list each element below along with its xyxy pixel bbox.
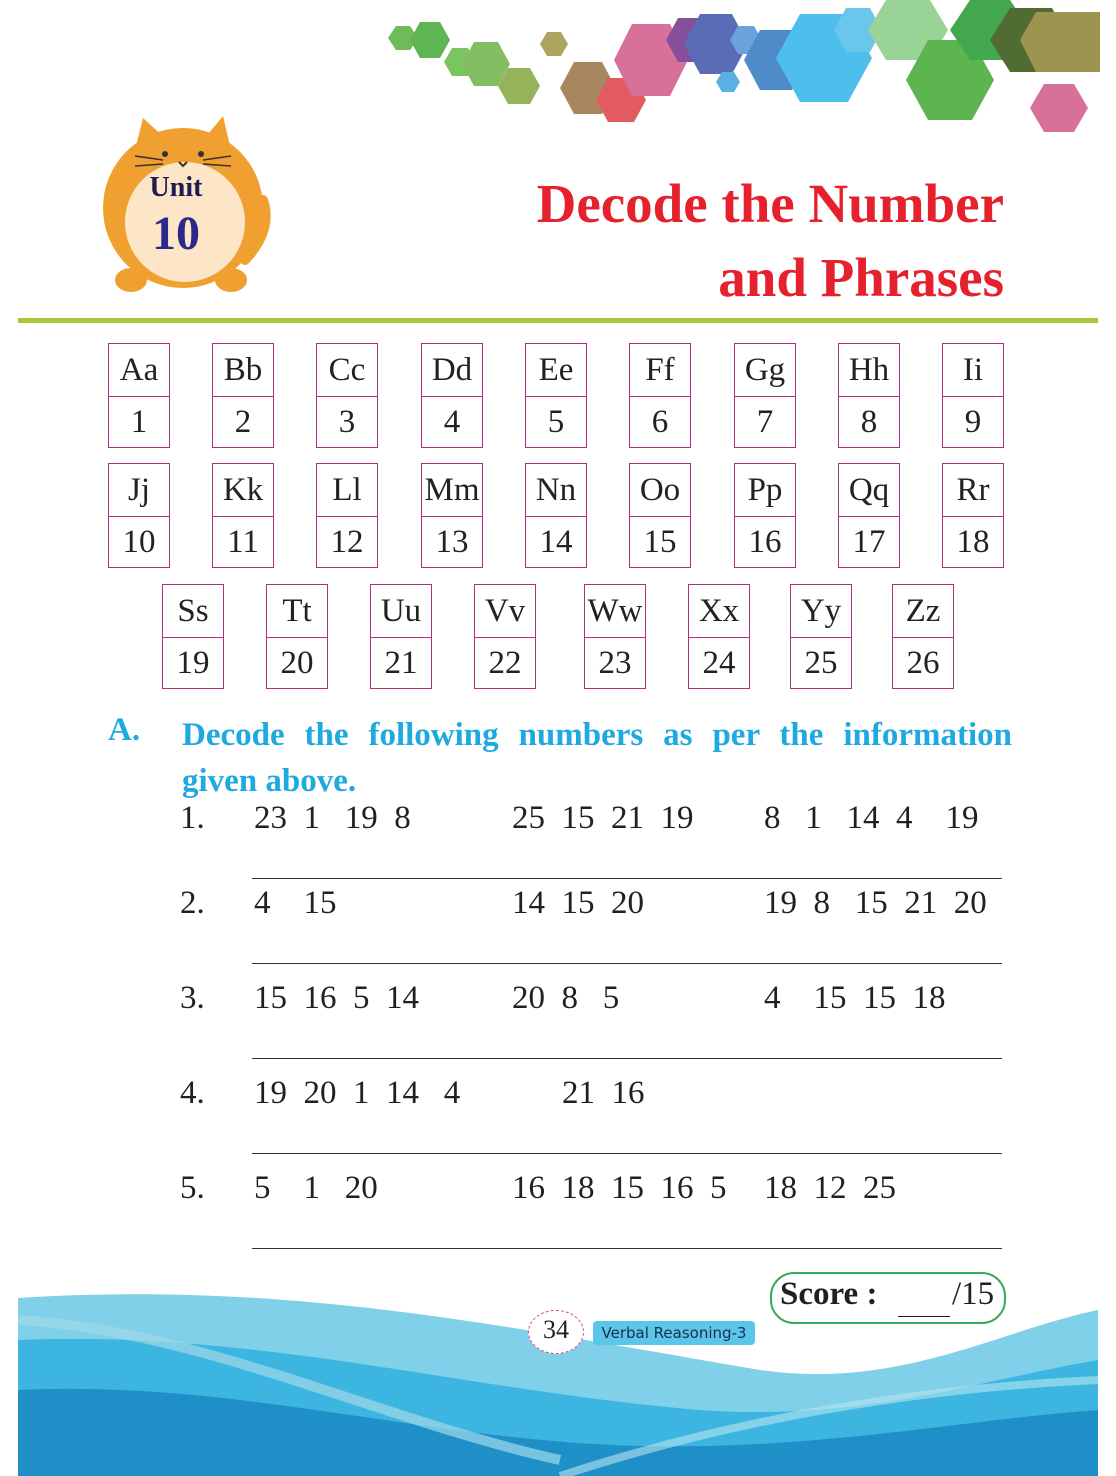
alphabet-code: 17: [852, 524, 886, 560]
alphabet-letter: Rr: [943, 464, 1003, 517]
alphabet-cell: [316, 343, 378, 448]
book-title: Verbal Reasoning-3: [593, 1321, 755, 1345]
alphabet-letter: Uu: [371, 585, 431, 638]
alphabet-cell: [838, 343, 900, 448]
alphabet-code: 3: [338, 404, 356, 440]
alphabet-code: 11: [227, 524, 259, 560]
alphabet-cell: [525, 463, 587, 568]
alphabet-code: 6: [651, 404, 669, 440]
page-title-line1: Decode the Number: [536, 173, 1004, 234]
code-group: 15 16 5 14: [254, 980, 419, 1016]
alphabet-code: 22: [488, 645, 522, 681]
code-group: 4 15 15 18: [764, 980, 946, 1016]
alphabet-cell: [942, 463, 1004, 568]
answer-line[interactable]: [252, 1248, 1002, 1249]
alphabet-letter: Jj: [109, 464, 169, 517]
alphabet-cell: [370, 584, 432, 689]
alphabet-cell: [316, 463, 378, 568]
alphabet-cell: [688, 584, 750, 689]
page-title-line2: and Phrases: [718, 247, 1004, 308]
alphabet-code: 7: [756, 404, 774, 440]
alphabet-cell: [584, 584, 646, 689]
alphabet-cell: [266, 584, 328, 689]
code-group: 25 15 21 19: [512, 800, 694, 836]
alphabet-code: 15: [643, 524, 677, 560]
alphabet-cell: [421, 463, 483, 568]
alphabet-code: 9: [964, 404, 982, 440]
alphabet-letter: Xx: [689, 585, 749, 638]
alphabet-code: 1: [130, 404, 148, 440]
alphabet-cell: [525, 343, 587, 448]
section-letter: A.: [108, 712, 141, 748]
alphabet-letter: Pp: [735, 464, 795, 517]
code-group: 18 12 25: [764, 1170, 896, 1206]
question-number: 4.: [180, 1075, 205, 1111]
alphabet-letter: Ss: [163, 585, 223, 638]
alphabet-cell: [734, 463, 796, 568]
unit-number: 10: [152, 207, 200, 260]
alphabet-letter: Hh: [839, 344, 899, 397]
alphabet-cell: [421, 343, 483, 448]
alphabet-code: 24: [702, 645, 736, 681]
alphabet-letter: Vv: [475, 585, 535, 638]
code-group: 23 1 19 8: [254, 800, 411, 836]
alphabet-cell: [474, 584, 536, 689]
alphabet-cell: [734, 343, 796, 448]
alphabet-cell: [108, 463, 170, 568]
score-total: /15: [952, 1276, 995, 1312]
alphabet-letter: Zz: [893, 585, 953, 638]
code-group: 14 15 20: [512, 885, 644, 921]
alphabet-letter: Yy: [791, 585, 851, 638]
score-blank[interactable]: [898, 1316, 950, 1317]
alphabet-letter: Cc: [317, 344, 377, 397]
code-group: 19 20 1 14 4: [254, 1075, 461, 1111]
alphabet-cell: [212, 463, 274, 568]
alphabet-code: 2: [234, 404, 252, 440]
answer-line[interactable]: [252, 1058, 1002, 1059]
alphabet-letter: Qq: [839, 464, 899, 517]
alphabet-code: 5: [547, 404, 565, 440]
alphabet-letter: Oo: [630, 464, 690, 517]
code-group: 20 8 5: [512, 980, 620, 1016]
code-group: 19 8 15 21 20: [764, 885, 987, 921]
alphabet-cell: [162, 584, 224, 689]
alphabet-letter: Ff: [630, 344, 690, 397]
alphabet-letter: Gg: [735, 344, 795, 397]
alphabet-letter: Ww: [585, 585, 645, 638]
alphabet-letter: Bb: [213, 344, 273, 397]
alphabet-code: 25: [804, 645, 838, 681]
alphabet-letter: Ee: [526, 344, 586, 397]
alphabet-code: 20: [280, 645, 314, 681]
alphabet-cell: [212, 343, 274, 448]
alphabet-code: 21: [384, 645, 418, 681]
unit-label: Unit: [149, 172, 203, 203]
alphabet-cell: [790, 584, 852, 689]
score-label: Score :: [780, 1276, 878, 1312]
alphabet-letter: Dd: [422, 344, 482, 397]
alphabet-code: 12: [330, 524, 364, 560]
answer-line[interactable]: [252, 1153, 1002, 1154]
alphabet-cell: [838, 463, 900, 568]
alphabet-letter: Mm: [422, 464, 482, 517]
page-number: 34: [543, 1315, 569, 1344]
code-group: 5 1 20: [254, 1170, 378, 1206]
alphabet-code: 4: [443, 404, 461, 440]
alphabet-letter: Tt: [267, 585, 327, 638]
code-group: 16 18 15 16 5: [512, 1170, 727, 1206]
alphabet-cell: [629, 343, 691, 448]
alphabet-letter: Nn: [526, 464, 586, 517]
alphabet-letter: Aa: [109, 344, 169, 397]
alphabet-code: 19: [176, 645, 210, 681]
alphabet-letter: Kk: [213, 464, 273, 517]
alphabet-code: 10: [122, 524, 156, 560]
question-number: 3.: [180, 980, 205, 1016]
alphabet-cell: [892, 584, 954, 689]
alphabet-cell: [629, 463, 691, 568]
header-divider: [18, 318, 1098, 323]
alphabet-code: 23: [598, 645, 632, 681]
alphabet-cell: [108, 343, 170, 448]
alphabet-code: 18: [956, 524, 990, 560]
question-number: 2.: [180, 885, 205, 921]
code-group: 21 16: [562, 1075, 645, 1111]
alphabet-code: 16: [748, 524, 782, 560]
alphabet-cell: [942, 343, 1004, 448]
alphabet-code: 8: [860, 404, 878, 440]
answer-line[interactable]: [252, 963, 1002, 964]
question-number: 1.: [180, 800, 205, 836]
question-number: 5.: [180, 1170, 205, 1206]
code-group: 8 1 14 4 19: [764, 800, 979, 836]
section-instruction: Decode the following numbers as per the information given above.: [182, 717, 1012, 799]
answer-line[interactable]: [252, 878, 1002, 879]
alphabet-letter: Ii: [943, 344, 1003, 397]
alphabet-code: 26: [906, 645, 940, 681]
alphabet-code: 14: [539, 524, 573, 560]
alphabet-letter: Ll: [317, 464, 377, 517]
code-group: 4 15: [254, 885, 337, 921]
alphabet-code: 13: [435, 524, 469, 560]
